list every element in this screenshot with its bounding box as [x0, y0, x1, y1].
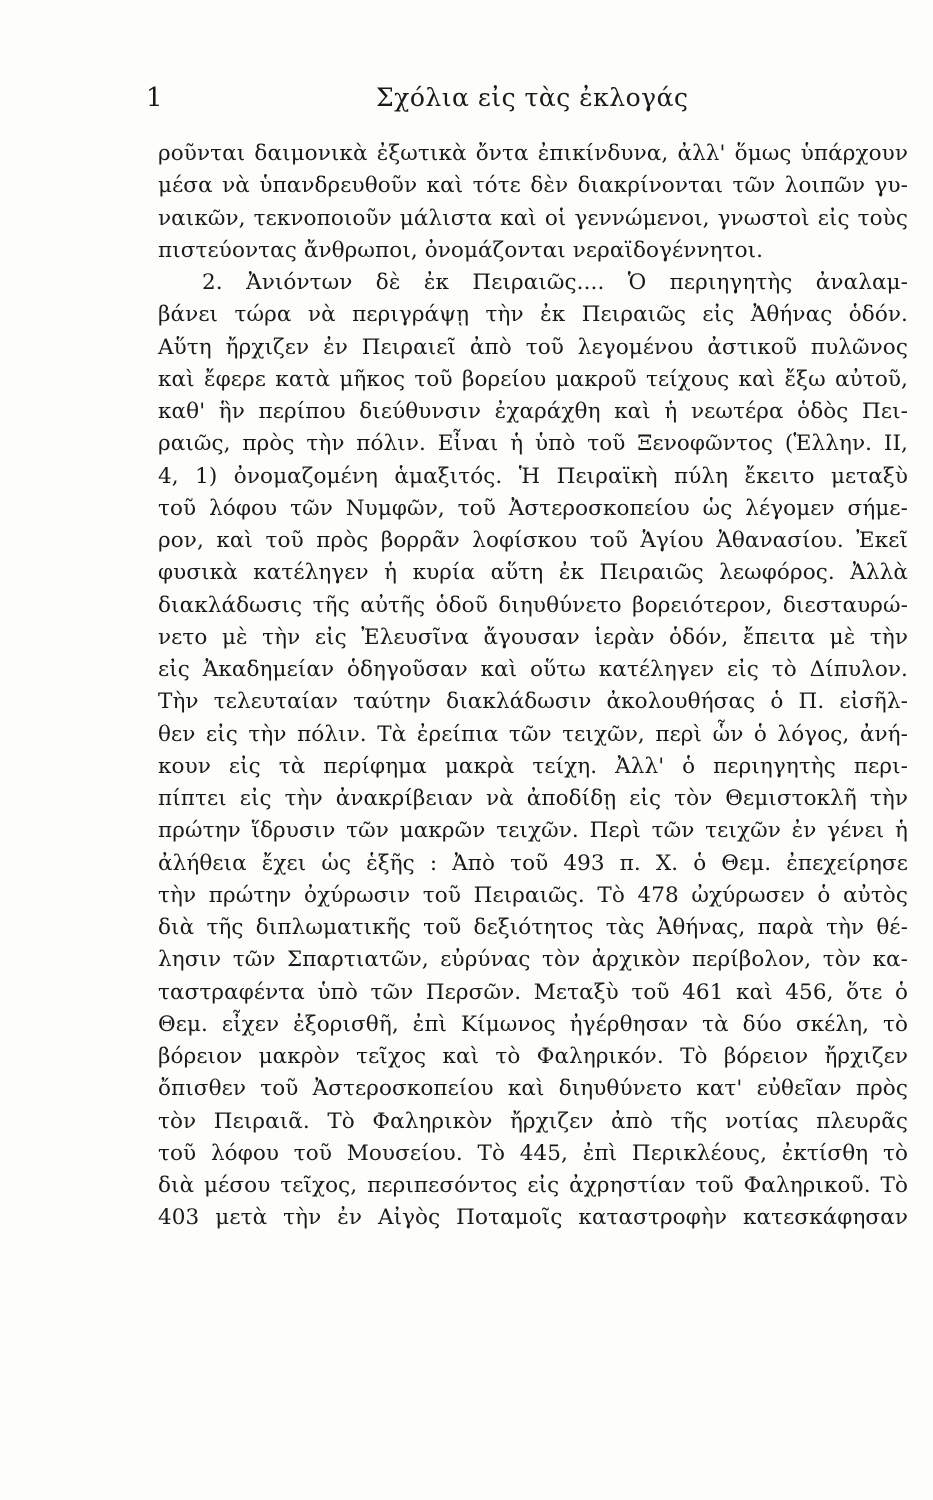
- text-line: ἀλήθεια ἔχει ὡς ἑξῆς : Ἀπὸ τοῦ 493 π. Χ. ὁ Θεμ. ἐπεχείρησε: [158, 850, 908, 876]
- text-line: ραιῶς, πρὸς τὴν πόλιν. Εἶναι ἡ ὑπὸ τοῦ Ξενοφῶντος (Ἑλλην. ΙΙ,: [158, 431, 908, 457]
- text-line: Τὴν τελευταίαν ταύτην διακλάδωσιν ἀκολουθήσας ὁ Π. εἰσῆλ-: [158, 689, 908, 715]
- text-line: καὶ ἔφερε κατὰ μῆκος τοῦ βορείου μακροῦ τείχους καὶ ἔξω αὐτοῦ,: [158, 366, 908, 392]
- text-line: εἰς Ἀκαδημείαν ὁδηγοῦσαν καὶ οὕτω κατέληγεν εἰς τὸ Δίπυλον.: [158, 657, 908, 682]
- text-line: κουν εἰς τὰ περίφημα μακρὰ τείχη. Ἀλλ' ὁ περιηγητὴς περι-: [158, 753, 908, 779]
- text-line: φυσικὰ κατέληγεν ἡ κυρία αὕτη ἐκ Πειραιῶς λεωφόρος. Ἀλλὰ: [158, 560, 908, 586]
- text-line: τὸν Πειραιᾶ. Τὸ Φαληρικὸν ἤρχιζεν ἀπὸ τῆς νοτίας πλευρᾶς: [158, 1108, 908, 1134]
- text-line: Αὕτη ἤρχιζεν ἐν Πειραιεῖ ἀπὸ τοῦ λεγομένου ἀστικοῦ πυλῶνος: [158, 334, 908, 360]
- text-line: τὴν πρώτην ὀχύρωσιν τοῦ Πειραιῶς. Τὸ 478 ὠχύρωσεν ὁ αὐτὸς: [158, 882, 908, 908]
- page-header: [146, 78, 786, 118]
- text-line: τοῦ λόφου τῶν Νυμφῶν, τοῦ Ἀστεροσκοπείου ὡς λέγομεν σήμε-: [158, 495, 908, 521]
- text-line: ροῦνται δαιμονικὰ ἐξωτικὰ ὄντα ἐπικίνδυνα, ἀλλ' ὅμως ὑπάρχουν: [158, 141, 908, 166]
- page-number: 1: [146, 83, 163, 113]
- body-text: [158, 138, 908, 1235]
- text-line: θεν εἰς τὴν πόλιν. Τὰ ἐρείπια τῶν τειχῶν, περὶ ὧν ὁ λόγος, ἀνή-: [158, 721, 908, 747]
- running-title: Σχόλια εἰς τὰς ἐκλογάς: [376, 83, 689, 112]
- text-line: πιστεύοντας ἄνθρωποι, ὀνομάζονται νεραϊδογέννητοι.: [158, 237, 764, 263]
- text-line: 2. Ἀνιόντων δὲ ἐκ Πειραιῶς.... Ὁ περιηγητὴς ἀναλαμ-: [202, 270, 908, 295]
- text-line: τοῦ λόφου τοῦ Μουσείου. Τὸ 445, ἐπὶ Περικλέους, ἐκτίσθη τὸ: [158, 1140, 908, 1166]
- text-line: ὄπισθεν τοῦ Ἀστεροσκοπείου καὶ διηυθύνετο κατ' εὐθεῖαν πρὸς: [158, 1076, 908, 1102]
- text-line: διὰ μέσου τεῖχος, περιπεσόντος εἰς ἀχρηστίαν τοῦ Φαληρικοῦ. Τὸ: [158, 1173, 908, 1198]
- text-line: πρώτην ἵδρυσιν τῶν μακρῶν τειχῶν. Περὶ τῶν τειχῶν ἐν γένει ἡ: [158, 818, 908, 844]
- text-line: ναικῶν, τεκνοποιοῦν μάλιστα καὶ οἱ γεννώμενοι, γνωστοὶ εἰς τοὺς: [158, 205, 908, 231]
- text-line: 4, 1) ὀνομαζομένη ἁμαξιτός. Ἡ Πειραϊκὴ πύλη ἔκειτο μεταξὺ: [158, 463, 908, 489]
- text-line: νετο μὲ τὴν εἰς Ἐλευσῖνα ἄγουσαν ἱερὰν ὁδόν, ἔπειτα μὲ τὴν: [158, 624, 908, 650]
- text-line: διακλάδωσις τῆς αὐτῆς ὁδοῦ διηυθύνετο βορειότερον, διεσταυρώ-: [158, 592, 908, 618]
- text-line: Θεμ. εἶχεν ἐξορισθῆ, ἐπὶ Κίμωνος ἠγέρθησαν τὰ δύο σκέλη, τὸ: [158, 1011, 908, 1037]
- text-line: καθ' ἣν περίπου διεύθυνσιν ἐχαράχθη καὶ ἡ νεωτέρα ὁδὸς Πει-: [158, 399, 908, 424]
- text-line: λησιν τῶν Σπαρτιατῶν, εὐρύνας τὸν ἀρχικὸν περίβολον, τὸν κα-: [158, 947, 908, 973]
- text-line: διὰ τῆς διπλωματικῆς τοῦ δεξιότητος τὰς Ἀθήνας, παρὰ τὴν θέ-: [158, 915, 908, 940]
- text-line: πίπτει εἰς τὴν ἀνακρίβειαν νὰ ἀποδίδῃ εἰς τὸν Θεμιστοκλῆ τὴν: [158, 786, 908, 811]
- text-line: 403 μετὰ τὴν ἐν Αἰγὸς Ποταμοῖς καταστροφὴν κατεσκάφησαν: [158, 1205, 908, 1231]
- text-line: μέσα νὰ ὑπανδρευθοῦν καὶ τότε δὲν διακρίνονται τῶν λοιπῶν γυ-: [158, 173, 908, 199]
- text-line: βόρειον μακρὸν τεῖχος καὶ τὸ Φαληρικόν. Τὸ βόρειον ἤρχιζεν: [158, 1044, 908, 1069]
- text-line: βάνει τώρα νὰ περιγράψῃ τὴν ἐκ Πειραιῶς εἰς Ἀθήνας ὁδόν.: [158, 302, 908, 328]
- text-line: ταστραφέντα ὑπὸ τῶν Περσῶν. Μεταξὺ τοῦ 461 καὶ 456, ὅτε ὁ: [158, 979, 908, 1005]
- text-line: ρον, καὶ τοῦ πρὸς βορρᾶν λοφίσκου τοῦ Ἁγίου Ἀθανασίου. Ἐκεῖ: [158, 528, 908, 553]
